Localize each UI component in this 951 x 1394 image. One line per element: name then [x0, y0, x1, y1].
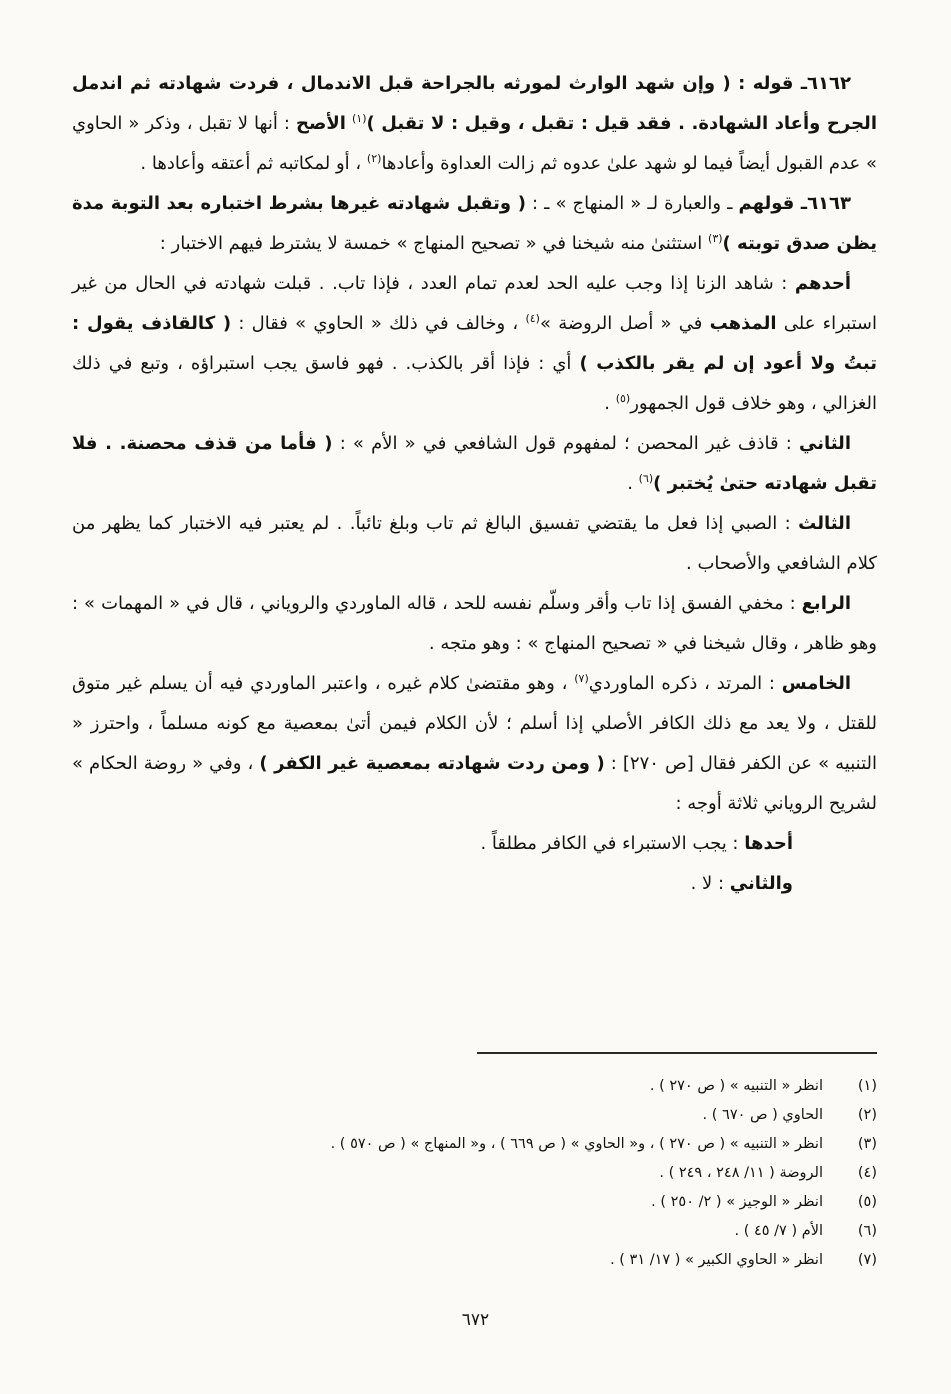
text-run: المذهب — [709, 313, 777, 334]
paragraph — [72, 664, 877, 824]
text-run: أي : فإذا أقر بالكذب. . فهو فاسق يجب استبراؤه ، وتبع في ذلك الغزالي ، وهو خلاف قول الجمهور — [72, 353, 877, 414]
text-run: ( كالقاذف يقول : تبتُ ولا أعود إن لم يقر بالكذب ) — [72, 313, 877, 374]
text-run: ٦١٦٢ـ قوله : ( وإن شهد الوارث لمورثه بالجراحة قبل الاندمال ، فردت شهادته ثم اندمل الجرح وأعاد الشهادة. . فقد قيل : تقبل ، وقيل : لا تقبل ) — [72, 73, 877, 134]
footnote — [72, 1188, 877, 1217]
text-run: الثالث — [798, 513, 851, 534]
text-run: في « أصل الروضة » — [539, 313, 710, 334]
text-run: أحدهم — [794, 273, 851, 294]
text-run: استثنىٰ منه شيخنا في « تصحيح المنهاج » خمسة لا يشترط فيهم الاختبار : — [159, 233, 709, 254]
text-run: الأصح — [295, 113, 346, 134]
text-run: والثاني — [729, 873, 793, 894]
text-run: الثاني — [798, 433, 851, 454]
paragraph — [72, 824, 877, 864]
footnote-ref: (٥) — [615, 392, 631, 405]
footnote — [72, 1217, 877, 1246]
paragraph — [72, 64, 877, 184]
text-run: ٦١٦٣ـ قولهم — [738, 193, 852, 214]
footnote-ref: (٧) — [574, 672, 589, 685]
footnote-text: انظر « الوجيز » ( ٢/ ٢٥٠ ) . — [651, 1194, 823, 1210]
paragraph — [72, 264, 877, 424]
paragraph — [72, 584, 877, 664]
footnote-text: الروضة ( ١١/ ٢٤٨ ، ٢٤٩ ) . — [659, 1165, 823, 1181]
footnote — [72, 1130, 877, 1159]
paragraph — [72, 864, 877, 904]
text-run: : يجب الاستبراء في الكافر مطلقاً . — [480, 833, 745, 854]
text-run: ، وفي « روضة الحكام » لشريح الروياني ثلاثة أوجه : — [72, 753, 877, 814]
footnote-number: (٦) — [857, 1223, 877, 1239]
footnote-number: (٤) — [857, 1165, 877, 1181]
text-run: . — [627, 473, 639, 494]
text-run: أحدها — [744, 833, 793, 854]
footnote-ref: (٦) — [638, 472, 654, 485]
footnote-separator — [477, 1052, 877, 1054]
footnote-number: (٣) — [857, 1136, 877, 1152]
text-run: الخامس — [781, 673, 852, 694]
text-run: ( وتقبل شهادته غيرها بشرط اختباره بعد التوبة مدة يظن صدق توبته ) — [72, 193, 877, 254]
text-run: : قاذف غير المحصن ؛ لمفهوم قول الشافعي في « الأم » : — [332, 433, 799, 454]
page-number: ٦٧٢ — [461, 1310, 490, 1330]
footnote — [72, 1246, 877, 1275]
text-run: ، أو لمكاتبه ثم أعتقه وأعادها . — [140, 153, 367, 174]
text-run: ( ومن ردت شهادته بمعصية غير الكفر ) — [259, 753, 605, 774]
footnote-ref: (١) — [351, 112, 367, 125]
main-text — [72, 64, 877, 904]
footnote-ref: (٤) — [525, 312, 540, 325]
footnotes-section — [72, 1072, 877, 1275]
text-run: : لا . — [690, 873, 730, 894]
paragraph — [72, 184, 877, 264]
text-run: ( فأما من قذف محصنة. . فلا تقبل شهادته حتىٰ يُختبر ) — [72, 433, 877, 494]
text-run: . — [604, 393, 616, 414]
footnote-text: الأم ( ٧/ ٤٥ ) . — [734, 1223, 823, 1239]
footnote-text: انظر « التنبيه » ( ص ٢٧٠ ) ، و« الحاوي » ( ص ٦٦٩ ) ، و« المنهاج » ( ص ٥٧٠ ) . — [330, 1136, 823, 1152]
footnote-number: (٢) — [857, 1107, 877, 1123]
paragraph — [72, 424, 877, 504]
text-run: : الصبي إذا فعل ما يقتضي تفسيق البالغ ثم تاب وبلغ تائباً. . لم يعتبر فيه الاختبار كما يظهر من كلام الشافعي والأصحاب . — [72, 513, 877, 574]
footnote-number: (٥) — [857, 1194, 877, 1210]
text-run: : أنها لا تقبل ، وذكر « الحاوي » عدم القبول أيضاً فيما لو شهد علىٰ عدوه ثم زالت العداوة وأعادها — [72, 113, 877, 174]
text-run: ، وخالف في ذلك « الحاوي » فقال : — [231, 313, 526, 334]
footnote — [72, 1072, 877, 1101]
footnote-ref: (٢) — [366, 152, 382, 165]
paragraph — [72, 504, 877, 584]
footnote-number: (١) — [857, 1078, 877, 1094]
text-run: ، وهو مقتضىٰ كلام غيره ، واعتبر الماوردي فيه أن يسلم غير متوق للقتل ، ولا يعد مع ذلك الكافر الأصلي إذا أسلم ؛ لأن الكلام فيمن أتىٰ بمعصية مع كونه مسلماً ، واحترز « التنبيه » عن الكفر فقال [ص ٢٧٠] : — [72, 673, 878, 774]
text-run: : المرتد ، ذكره الماوردي — [588, 673, 782, 694]
text-run: الرابع — [801, 593, 851, 614]
text-run: : مخفي الفسق إذا تاب وأقر وسلّم نفسه للحد ، قاله الماوردي والروياني ، قال في « المهمات » : وهو ظاهر ، وقال شيخنا في « تصحيح المنهاج » : وهو متجه . — [72, 593, 877, 654]
footnote-text: الحاوي ( ص ٦٧٠ ) . — [702, 1107, 823, 1123]
footnote — [72, 1159, 877, 1188]
footnote-text: انظر « التنبيه » ( ص ٢٧٠ ) . — [649, 1078, 823, 1094]
text-run: : شاهد الزنا إذا وجب عليه الحد لعدم تمام العدد ، فإذا تاب. . قبلت شهادته في الحال من غير استبراء على — [72, 273, 877, 334]
footnote-ref: (٣) — [708, 232, 723, 245]
footnote — [72, 1101, 877, 1130]
footnote-number: (٧) — [857, 1252, 877, 1268]
footnote-text: انظر « الحاوي الكبير » ( ١٧/ ٣١ ) . — [610, 1252, 823, 1268]
text-run: ـ والعبارة لـ « المنهاج » ـ : — [525, 193, 739, 214]
